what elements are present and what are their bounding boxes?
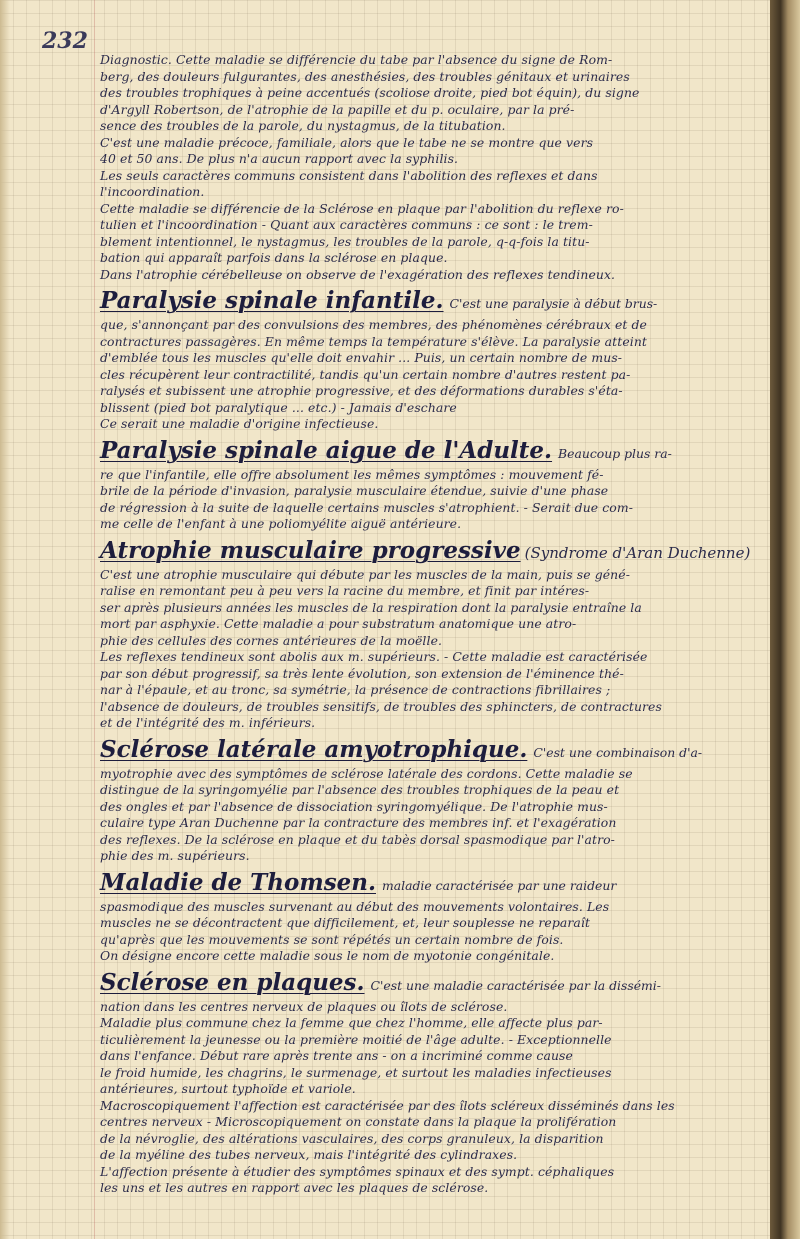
text-line: spasmodique des muscles survenant au début des mouvements volontaires. Les	[100, 898, 610, 914]
text-line: cles récupèrent leur contractilité, tandis qu'un certain nombre d'autres restent pa-	[100, 366, 631, 382]
heading-continuation: maladie caractérisée par une raideur	[382, 877, 617, 893]
text-line: Cette maladie se différencie de la Sclérose en plaque par l'abolition du reflexe ro-	[100, 200, 624, 216]
text-line: blement intentionnel, le nystagmus, les troubles de la parole, q-q-fois la titu-	[100, 233, 590, 249]
text-line: des troubles trophiques à peine accentués (scoliose droite, pied bot équin), du signe	[100, 85, 640, 100]
text-line: ralysés et subissent une atrophie progressive, et des déformations durables s'éta-	[100, 383, 623, 398]
page-edge	[0, 0, 10, 1239]
section-heading: Sclérose en plaques.	[100, 968, 365, 996]
text-line: me celle de l'enfant à une poliomyélite aiguë antérieure.	[100, 516, 462, 531]
book-binding	[770, 0, 800, 1239]
text-line: Dans l'atrophie cérébelleuse on observe de l'exagération des reflexes tendineux.	[100, 266, 616, 282]
text-line: des reflexes. De la sclérose en plaque et du tabès dorsal spasmodique par l'atro-	[100, 831, 615, 847]
text-line: de la myéline des tubes nerveux, mais l'intégrité des cylindraxes.	[100, 1147, 518, 1162]
section-sclerose-laterale	[100, 736, 720, 766]
text-line: Ce serait une maladie d'origine infectieuse.	[100, 416, 379, 431]
text-line: berg, des douleurs fulgurantes, des anesthésies, des troubles génitaux et urinaires	[100, 68, 630, 84]
text-line: 40 et 50 ans. De plus n'a aucun rapport avec la syphilis.	[100, 151, 459, 166]
text-line: C'est une atrophie musculaire qui débute par les muscles de la main, puis se géné-	[100, 566, 630, 582]
manuscript-text	[100, 52, 751, 1197]
section-sclerose-plaques	[100, 969, 720, 999]
text-line: Maladie plus commune chez la femme que chez l'homme, elle affecte plus par-	[100, 1015, 603, 1030]
text-line: d'emblée tous les muscles qu'elle doit envahir ... Puis, un certain nombre de mus-	[100, 350, 623, 365]
text-line: Les seuls caractères communs consistent dans l'abolition des reflexes et dans	[100, 167, 598, 183]
text-line: qu'après que les mouvements se sont répétés un certain nombre de fois.	[100, 931, 564, 947]
text-line: L'affection présente à étudier des symptômes spinaux et des sympt. céphaliques	[100, 1163, 615, 1179]
heading-continuation: C'est une paralysie à début brus-	[449, 296, 658, 311]
text-line: les uns et les autres en rapport avec les plaques de sclérose.	[100, 1180, 489, 1195]
text-line: des ongles et par l'absence de dissociation syringomyélique. De l'atrophie mus-	[100, 798, 608, 814]
text-line: de la névroglie, des altérations vasculaires, des corps granuleux, la disparition	[100, 1130, 604, 1146]
margin-rule	[94, 0, 95, 1239]
text-line: bation qui apparaît parfois dans la sclérose en plaque.	[100, 250, 448, 265]
text-line: Les reflexes tendineux sont abolis aux m. supérieurs. - Cette maladie est caractérisée	[100, 649, 648, 664]
text-line: dans l'enfance. Début rare après trente ans - on a incriminé comme cause	[100, 1048, 573, 1063]
text-line: Macroscopiquement l'affection est caractérisée par des îlots scléreux disséminés dans les	[100, 1097, 675, 1113]
text-line: d'Argyll Robertson, de l'atrophie de la papille et du p. oculaire, par la pré-	[100, 101, 575, 117]
heading-continuation: C'est une maladie caractérisée par la dissémi-	[370, 977, 661, 993]
text-line: l'absence de douleurs, de troubles sensitifs, de troubles des sphincters, de contractures	[100, 698, 662, 714]
text-line: tulien et l'incoordination - Quant aux caractères communs : ce sont : le trem-	[100, 217, 593, 232]
text-line: ralise en remontant peu à peu vers la racine du membre, et finit par intéres-	[100, 583, 590, 598]
text-line: On désigne encore cette maladie sous le nom de myotonie congénitale.	[100, 948, 555, 963]
text-line: nar à l'épaule, et au tronc, sa symétrie, la présence de contractions fibrillaires ;	[100, 682, 611, 697]
text-line: contractures passagères. En même temps la température s'élève. La paralysie atteint	[100, 333, 647, 349]
text-line: nation dans les centres nerveux de plaques ou îlots de sclérose.	[100, 998, 508, 1014]
heading-parenthetical: (Syndrome d'Aran Duchenne)	[524, 543, 751, 562]
text-line: brile de la période d'invasion, paralysie musculaire étendue, suivie d'une phase	[100, 483, 609, 498]
text-line: phie des cellules des cornes antérieures de la moëlle.	[100, 632, 443, 648]
text-line: antérieures, surtout typhoïde et variole.	[100, 1081, 356, 1096]
text-line: blissent (pied bot paralytique ... etc.) - Jamais d'eschare	[100, 399, 457, 415]
heading-continuation: Beaucoup plus ra-	[558, 445, 672, 461]
text-line: le froid humide, les chagrins, le surmenage, et surtout les maladies infectieuses	[100, 1064, 612, 1080]
text-line: et de l'intégrité des m. inférieurs.	[100, 715, 316, 730]
text-line: re que l'infantile, elle offre absolument les mêmes symptômes : mouvement fé-	[100, 466, 604, 482]
text-line: mort par asphyxie. Cette maladie a pour substratum anatomique une atro-	[100, 616, 577, 631]
text-line: ser après plusieurs années les muscles de la respiration dont la paralysie entraîne la	[100, 599, 642, 615]
text-line: sence des troubles de la parole, du nystagmus, de la titubation.	[100, 118, 506, 133]
text-line: myotrophie avec des symptômes de sclérose latérale des cordons. Cette maladie se	[100, 765, 633, 781]
section-heading: Paralysie spinale aigue de l'Adulte.	[100, 436, 553, 464]
text-line: culaire type Aran Duchenne par la contracture des membres inf. et l'exagération	[100, 815, 617, 830]
text-line: phie des m. supérieurs.	[100, 848, 250, 863]
text-line: centres nerveux - Microscopiquement on constate dans la plaque la prolifération	[100, 1114, 617, 1129]
text-line: distingue de la syringomyélie par l'absence des troubles trophiques de la peau et	[100, 782, 620, 797]
section-heading: Paralysie spinale infantile.	[100, 287, 444, 314]
text-line: muscles ne se décontractent que difficilement, et, leur souplesse ne reparaît	[100, 915, 591, 930]
text-line: par son début progressif, sa très lente évolution, son extension de l'éminence thé-	[100, 665, 624, 681]
heading-continuation: C'est une combinaison d'a-	[533, 744, 703, 760]
section-thomsen	[100, 869, 720, 899]
section-heading: Atrophie musculaire progressive	[100, 536, 521, 564]
text-line: l'incoordination.	[100, 184, 205, 199]
section-atrophie	[100, 536, 751, 567]
section-paralysie-adulte	[100, 437, 720, 467]
text-line: C'est une maladie précoce, familiale, alors que le tabe ne se montre que vers	[100, 134, 594, 150]
text-line: de régression à la suite de laquelle certains muscles s'atrophient. - Serait due com-	[100, 499, 634, 515]
section-heading: Maladie de Thomsen.	[100, 868, 377, 896]
section-heading: Sclérose latérale amyotrophique.	[100, 735, 528, 763]
section-paralysie-infantile	[100, 287, 720, 317]
text-line: Diagnostic. Cette maladie se différencie du tabe par l'absence du signe de Rom-	[100, 52, 613, 67]
text-line: que, s'annonçant par des convulsions des membres, des phénomènes cérébraux et de	[100, 317, 647, 332]
page-number: 232	[42, 28, 88, 54]
text-line: ticulièrement la jeunesse ou la première moitié de l'âge adulte. - Exceptionnelle	[100, 1031, 612, 1047]
